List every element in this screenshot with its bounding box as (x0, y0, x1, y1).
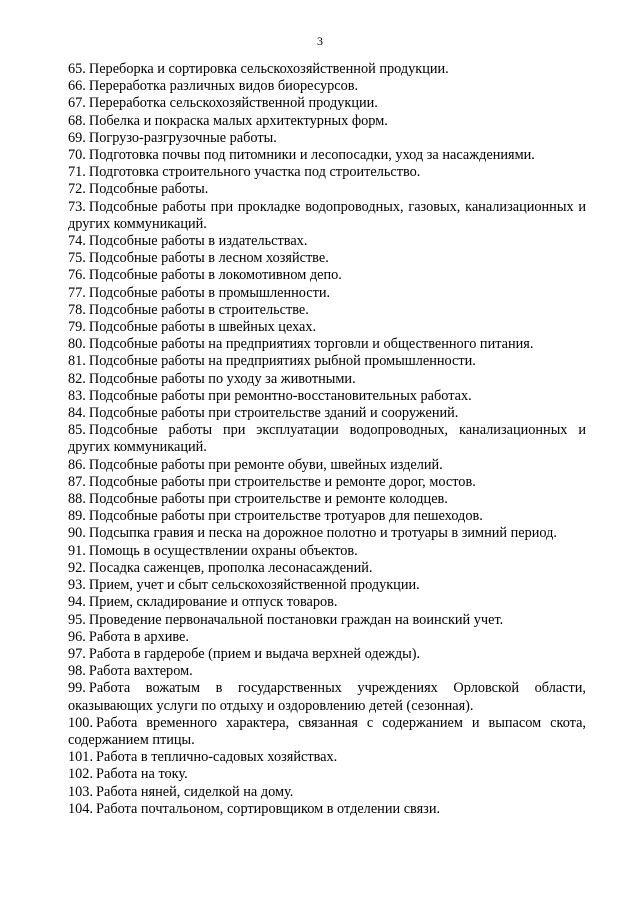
list-item (68, 646, 586, 663)
item-number: 101. (68, 749, 94, 766)
list-item (68, 164, 586, 181)
list-item (68, 801, 586, 818)
item-text: Проведение первоначальной постановки граждан на воинский учет. (88, 611, 504, 628)
list-item (68, 95, 586, 112)
list-item (68, 267, 586, 284)
item-number: 91. (68, 542, 86, 559)
list-item (68, 147, 586, 164)
item-number: 82. (68, 370, 86, 387)
item-number: 103. (68, 783, 94, 800)
list-item (68, 457, 586, 474)
item-text: Подсобные работы в издательствах. (88, 233, 308, 250)
item-text: Подсобные работы при ремонте обуви, швейных изделий. (88, 456, 443, 473)
item-number: 76. (68, 267, 86, 284)
item-number: 78. (68, 301, 86, 318)
list-item (68, 612, 586, 629)
list-item (68, 577, 586, 594)
list-item (68, 663, 586, 680)
list-item (68, 749, 586, 766)
item-number: 98. (68, 663, 86, 680)
item-text: Подсыпка гравия и песка на дорожное полотно и тротуары в зимний период. (88, 525, 558, 542)
list-item (68, 594, 586, 611)
list-item (68, 474, 586, 491)
item-text: Переборка и сортировка сельскохозяйственной продукции. (88, 61, 449, 77)
item-text: Подсобные работы в лесном хозяйстве. (88, 250, 329, 267)
item-number: 102. (68, 766, 94, 783)
item-text: Помощь в осуществлении охраны объектов. (88, 542, 358, 559)
list-item (68, 285, 586, 302)
list-item (68, 181, 586, 198)
item-number: 88. (68, 491, 86, 508)
item-text: Подсобные работы при строительстве и ремонте дорог, мостов. (88, 473, 476, 490)
work-list (68, 61, 586, 818)
item-number: 79. (68, 319, 86, 336)
item-number: 87. (68, 473, 86, 490)
item-number: 84. (68, 405, 86, 422)
item-text: Подсобные работы в швейных цехах. (88, 319, 317, 336)
item-text: Подсобные работы. (88, 181, 209, 198)
item-number: 86. (68, 456, 86, 473)
item-number: 72. (68, 181, 86, 198)
list-item (68, 336, 586, 353)
item-text: Подсобные работы на предприятиях рыбной промышленности. (88, 353, 476, 370)
list-item (68, 371, 586, 388)
item-number: 97. (68, 645, 86, 662)
list-item (68, 353, 586, 370)
item-number: 67. (68, 95, 86, 112)
list-item (68, 560, 586, 577)
item-number: 100. (68, 714, 94, 731)
list-item (68, 508, 586, 525)
item-text: Подсобные работы на предприятиях торговли и общественного питания. (88, 336, 534, 353)
list-item (68, 250, 586, 267)
item-text: Работа вахтером. (88, 663, 193, 680)
list-item (68, 113, 586, 130)
item-text: Переработка различных видов биоресурсов. (88, 78, 359, 95)
item-text: Подсобные работы при строительстве тротуаров для пешеходов. (88, 508, 483, 525)
item-text: Посадка саженцев, прополка лесонасаждений. (88, 559, 373, 576)
item-number: 99. (68, 680, 86, 697)
item-text: Работа в теплично-садовых хозяйствах. (96, 749, 338, 766)
item-number: 69. (68, 129, 86, 146)
list-item (68, 422, 586, 456)
item-number: 96. (68, 628, 86, 645)
item-number: 66. (68, 78, 86, 95)
item-text: Прием, складирование и отпуск товаров. (88, 594, 338, 611)
list-item (68, 388, 586, 405)
list-item (68, 199, 586, 233)
list-item (68, 61, 586, 78)
item-text: Подсобные работы в строительстве. (88, 301, 309, 318)
item-text: Работа в гардеробе (прием и выдача верхней одежды). (88, 645, 421, 662)
list-item (68, 680, 586, 714)
item-number: 92. (68, 559, 86, 576)
item-number: 71. (68, 164, 86, 181)
item-number: 95. (68, 611, 86, 628)
item-number: 85. (68, 422, 86, 439)
page-number: 3 (317, 34, 323, 48)
item-number: 75. (68, 250, 86, 267)
item-text: Работа на току. (96, 766, 188, 783)
item-text: Подсобные работы при ремонтно-восстановительных работах. (88, 387, 472, 404)
item-number: 93. (68, 577, 86, 594)
item-text: Работа в архиве. (88, 628, 189, 645)
item-number: 77. (68, 284, 86, 301)
list-item (68, 715, 586, 749)
list-item (68, 784, 586, 801)
item-number: 90. (68, 525, 86, 542)
item-number: 74. (68, 233, 86, 250)
item-text: Работа временного характера, связанная с содержанием и выпасом скота, содержанием птицы. (68, 714, 586, 748)
item-text: Подсобные работы в промышленности. (88, 284, 331, 301)
item-text: Подсобные работы по уходу за животными. (88, 370, 356, 387)
list-item (68, 525, 586, 542)
item-text: Переработка сельскохозяйственной продукции. (88, 95, 378, 112)
item-number: 68. (68, 112, 86, 129)
item-text: Погрузо-разгрузочные работы. (88, 129, 277, 146)
item-number: 89. (68, 508, 86, 525)
list-item (68, 629, 586, 646)
item-number: 80. (68, 336, 86, 353)
list-item (68, 302, 586, 319)
item-text: Подготовка почвы под питомники и лесопосадки, уход за насаждениями. (88, 147, 535, 164)
item-text: Подсобные работы в локомотивном депо. (88, 267, 342, 284)
item-number: 83. (68, 387, 86, 404)
list-item (68, 543, 586, 560)
item-text: Подсобные работы при эксплуатации водопроводных, канализационных и других коммуникаций. (68, 422, 586, 456)
item-number: 94. (68, 594, 86, 611)
list-item (68, 78, 586, 95)
list-item (68, 491, 586, 508)
item-text: Работа почтальоном, сортировщиком в отделении связи. (96, 800, 441, 817)
item-number: 81. (68, 353, 86, 370)
item-number: 73. (68, 198, 86, 215)
item-text: Подсобные работы при строительстве и ремонте колодцев. (88, 491, 448, 508)
item-text: Работа няней, сиделкой на дому. (96, 783, 294, 800)
item-number: 65. (68, 61, 86, 77)
item-text: Подготовка строительного участка под строительство. (88, 164, 421, 181)
item-number: 70. (68, 147, 86, 164)
item-text: Подсобные работы при строительстве зданий и сооружений. (88, 405, 459, 422)
item-text: Прием, учет и сбыт сельскохозяйственной продукции. (88, 577, 420, 594)
list-item (68, 233, 586, 250)
item-text: Побелка и покраска малых архитектурных форм. (88, 112, 388, 129)
item-text: Подсобные работы при прокладке водопроводных, газовых, канализационных и других коммуникаций. (68, 198, 586, 232)
item-number: 104. (68, 800, 94, 817)
list-item (68, 319, 586, 336)
list-item (68, 405, 586, 422)
list-item (68, 766, 586, 783)
item-text: Работа вожатым в государственных учреждениях Орловской области, оказывающих услуги по отдыху и оздоровлению детей (сезонная). (68, 680, 586, 714)
list-item (68, 130, 586, 147)
